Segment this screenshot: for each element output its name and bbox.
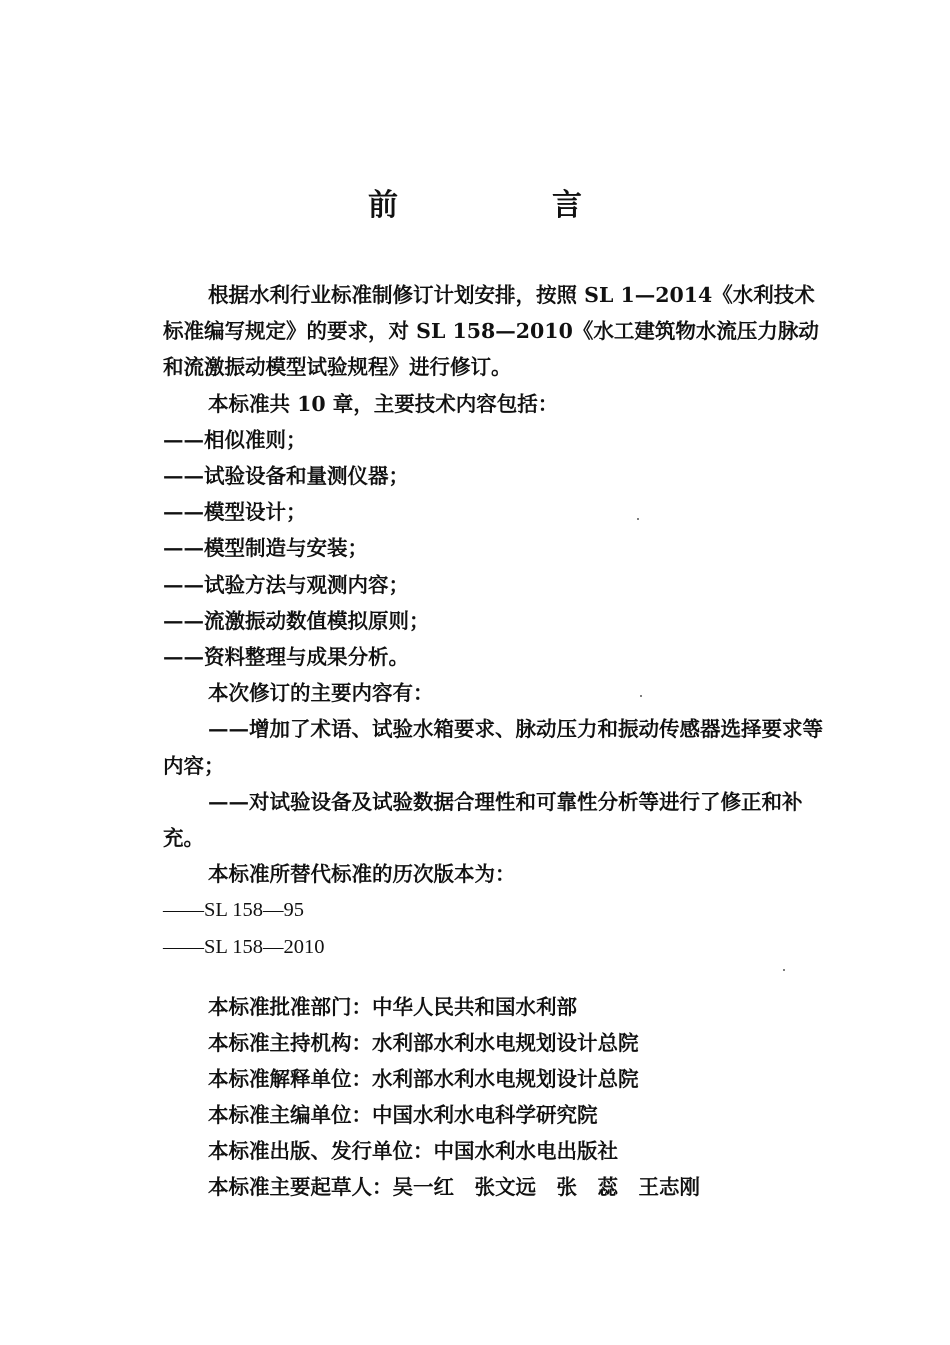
approval-department: 本标准批准部门：中华人民共和国水利部 [208,995,577,1019]
chapters-intro: 本标准共 10 章，主要技术内容包括： [208,391,559,416]
revision-item: ——增加了术语、试验水箱要求、脉动压力和振动传感器选择要求等内容； [163,717,823,778]
list-item: ——资料整理与成果分析。 [163,645,409,670]
intro-paragraph: 根据水利行业标准制修订计划安排，按照 SL 1—2014《水利技术标准编写规定》的要求，对 SL 158—2010《水工建筑物水流压力脉动和流激振动模型试验规程》进行修订。 [163,283,819,380]
revision-item: ——对试验设备及试验数据合理性和可靠性分析等进行了修正和补充。 [163,789,803,851]
scan-speck [637,518,639,520]
chief-editor-unit: 本标准主编单位：中国水利水电科学研究院 [208,1103,598,1127]
scan-speck [640,695,642,697]
list-item: ——试验设备和量测仪器； [163,464,409,489]
scan-speck [783,969,785,971]
list-item: ——模型制造与安装； [163,536,368,561]
preface-body [163,277,831,965]
list-item: ——流激振动数值模拟原则； [163,608,430,633]
standard-info-block [208,989,700,1205]
versions-intro: 本标准所替代标准的历次版本为： [208,862,516,887]
interpretation-unit: 本标准解释单位：水利部水利水电规划设计总院 [208,1067,639,1091]
page-title: 前 言 [368,188,644,223]
version-item: ——SL 158—2010 [163,935,325,958]
list-item: ——模型设计； [163,500,307,525]
revision-intro: 本次修订的主要内容有： [208,681,434,706]
list-item: ——试验方法与观测内容； [163,572,409,597]
list-item: ——相似准则； [163,427,307,452]
host-organization: 本标准主持机构：水利部水利水电规划设计总院 [208,1031,639,1055]
drafters: 本标准主要起草人：吴一红 张文远 张 蕊 王志刚 [208,1175,700,1199]
publisher: 本标准出版、发行单位：中国水利水电出版社 [208,1139,618,1163]
version-item: ——SL 158—95 [163,899,305,922]
